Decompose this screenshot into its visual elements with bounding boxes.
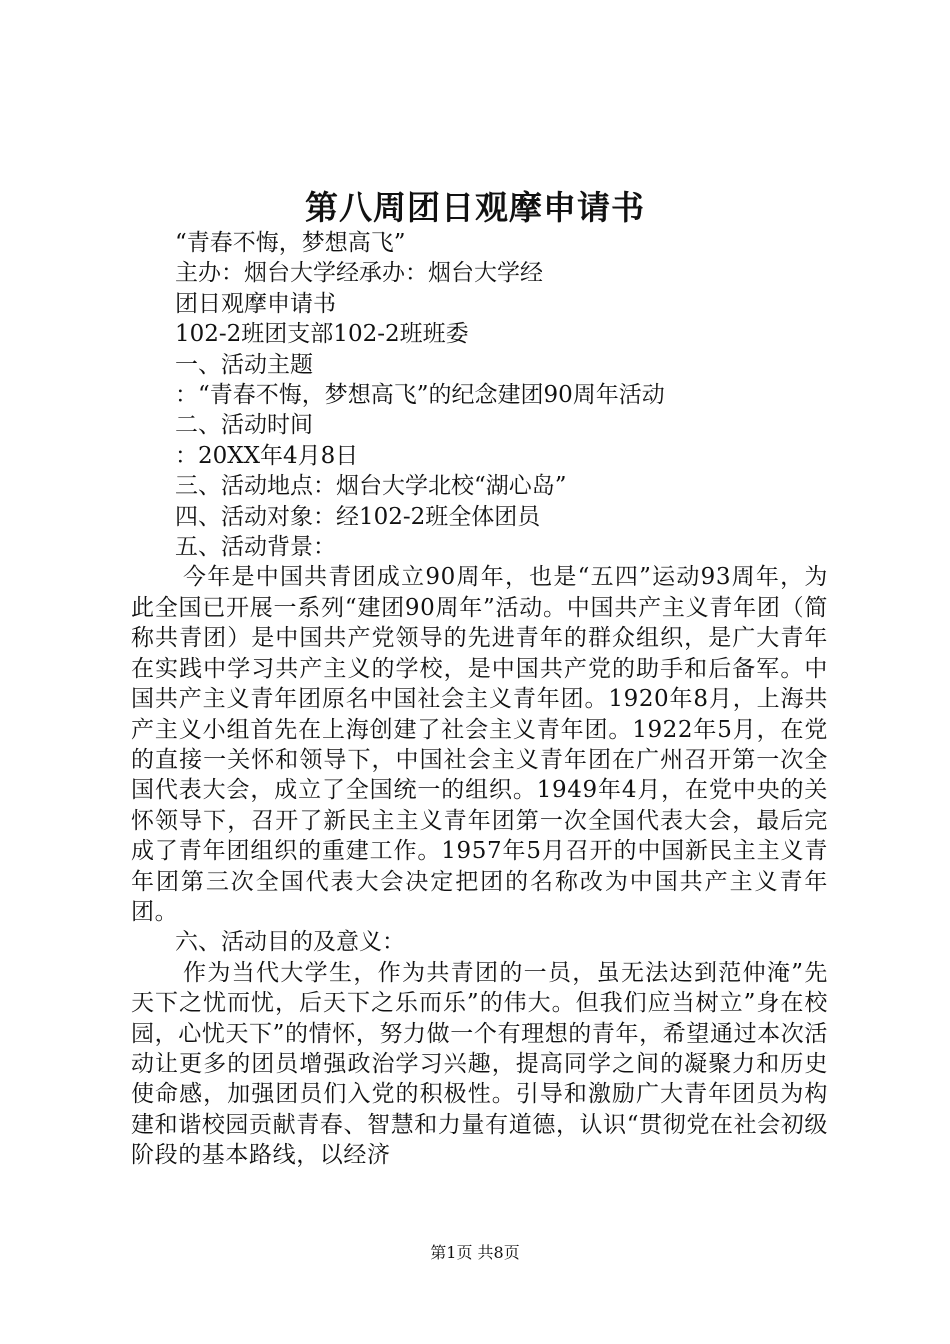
page-footer: 第1页 共8页 bbox=[430, 1243, 520, 1262]
section-theme-text: ：“青春不悔，梦想高飞”的纪念建团90周年活动 bbox=[175, 382, 665, 409]
background-paragraph: 今年是中国共青团成立90周年，也是“五四”运动93周年，为此全国已开展一系列“建团90周年”活动。中国共产主义青年团（简称共青团）是中国共产党领导的先进青年的群众组织，是广大青年在实践中学习共产主义的学校，是中国共产党的助手和后备军。中国共产主义青年团原名中国社会主义青年团。1920年8月，上海共产主义小组首先在上海创建了社会主义青年团。1922年5月，在党的直接一关怀和领导下，中国社会主义青年团在广州召开第一次全国代表大会，成立了全国统一的组织。1949年4月，在党中央的关怀领导下，召开了新民主主义青年团第一次全国代表大会，最后完成了青年团组织的重建工作。1957年5月召开的中国新民主主义青年团第三次全国代表大会决定把团的名称改为中国共产主义青年团。 bbox=[131, 564, 828, 925]
section-participants-line: 四、活动对象：经102-2班全体团员 bbox=[175, 503, 541, 530]
section-background-heading: 五、活动背景： bbox=[175, 534, 336, 561]
subtitle-line: 团日观摩申请书 bbox=[175, 290, 336, 317]
document-body bbox=[131, 228, 828, 1171]
section-time-text: ：20XX年4月8日 bbox=[175, 442, 359, 469]
class-line: 102-2班团支部102-2班班委 bbox=[175, 321, 469, 348]
section-time-heading: 二、活动时间 bbox=[175, 412, 313, 439]
section-location-line: 三、活动地点：烟台大学北校“湖心岛” bbox=[175, 473, 567, 500]
purpose-paragraph: 作为当代大学生，作为共青团的一员，虽无法达到范仲淹”先天下之忧而忧，后天下之乐而乐”的伟大。但我们应当树立”身在校园，心忧天下”的情怀，努力做一个有理想的青年，希望通过本次活动让更多的团员增强政治学习兴趣，提高同学之间的凝聚力和历史使命感，加强团员们入党的积极性。引导和激励广大青年团员为构建和谐校园贡献青春、智慧和力量有道德，认识“贯彻党在社会初级阶段的基本路线，以经济 bbox=[131, 959, 828, 1169]
organizer-line: 主办：烟台大学经承办：烟台大学经 bbox=[175, 260, 543, 287]
section-theme-heading: 一、活动主题 bbox=[175, 351, 313, 378]
section-purpose-heading: 六、活动目的及意义： bbox=[175, 929, 405, 956]
document-title: 第八周团日观摩申请书 bbox=[305, 188, 645, 227]
slogan-line: “青春不悔，梦想高飞” bbox=[175, 230, 406, 256]
